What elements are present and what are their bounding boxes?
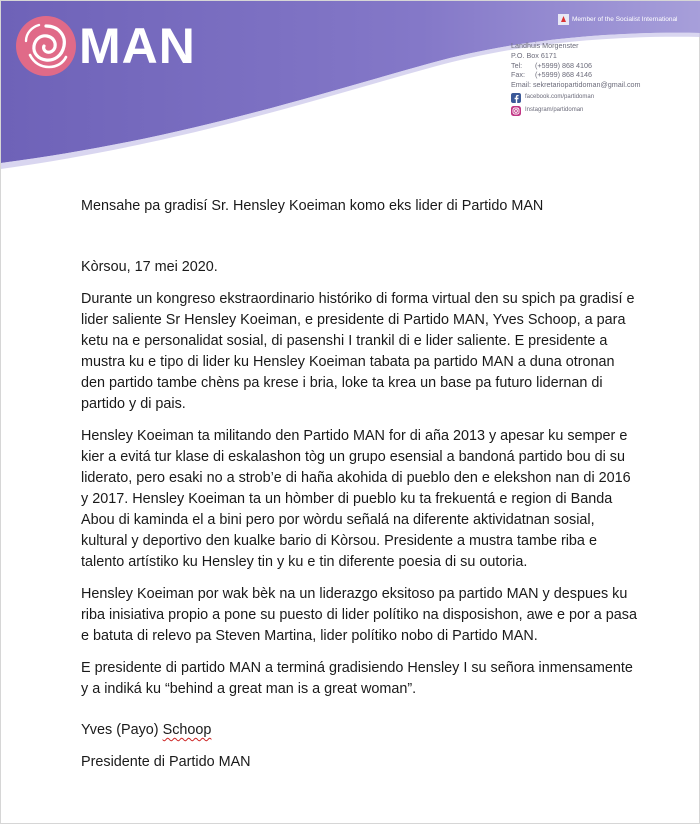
rose-icon [15,15,77,77]
logo-text: MAN [79,18,196,74]
tel-value: (+5999) 868 4106 [535,60,592,70]
fax-label: Fax: [511,70,525,80]
paragraph-1: Durante un kongreso ekstraordinario históriko di forma virtual den su spich pa gradisí e lider saliente Sr Hensley Koeiman, e presidente di Partido MAN, Yves Schoop, a para ketu na e personalidat sosial, di pasenshi I trankil di e lider saliente. E presidente a mustra ku e tipo di lider ku Hensley Koeiman tabata pa partido MAN a duna otronan den partido tambe chèns pa krese i bria, loke ta krea un base pa futuro lidernan di partido y di pais. [81,291,635,412]
instagram-icon [511,106,521,116]
letter-subject: Mensahe pa gradisí Sr. Hensley Koeiman komo eks lider di Partido MAN [81,198,544,214]
instagram-link[interactable] [511,106,641,116]
email-line: Email: sekretariopartidoman@gmail.com [511,80,641,90]
paragraph-2: Hensley Koeiman ta militando den Partido MAN for di aña 2013 y apesar ku semper e kier a evitá tur klase di eskalashon tòg un grupo esensial a bandoná partido bou di su liderato, pero esaki no a strob’e di haña akohida di pueblo den e elekshon nan di 2016 y 2017. Hensley Koeiman ta un hòmber di pueblo ku ta frekuentá e region di Banda Abou di kaminda el a bini pero por wòrdu señalá na diferente aktividatnan sosial, kultural y deportivo den kualke bario di Kòrsou. Presidente a mustra tambe riba e talento artístiko ku Hensley tin y ku e tin diferente poesia di su outoria. [81,428,631,570]
signature-first: Yves (Payo) [81,722,163,738]
affiliation-badge [558,14,678,25]
fax-value: (+5999) 868 4146 [535,70,592,80]
letter-body [81,196,641,773]
fax-row [511,70,641,80]
socialist-international-icon [558,14,569,25]
facebook-link[interactable] [511,93,641,103]
affiliation-text: Member of the Socialist International [572,16,678,23]
paragraph-4: E presidente di partido MAN a terminá gradisiendo Hensley I su señora inmensamente y a indiká ku “behind a great man is a great woman”. [81,660,633,697]
facebook-text: facebook.com/partidoman [525,94,595,101]
tel-row [511,61,641,71]
contact-block [511,41,641,116]
signature-name [81,720,641,741]
tel-label: Tel: [511,60,523,70]
facebook-icon [511,93,521,103]
address-line-1: Landhuis Morgenster [511,41,579,50]
letter-dateline: Kòrsou, 17 mei 2020. [81,259,218,275]
address-line-2: P.O. Box 6171 [511,50,557,60]
signature-last: Schoop [162,722,212,738]
paragraph-3: Hensley Koeiman por wak bèk na un liderazgo eksitoso pa partido MAN y despues ku riba inisiativa propio a pone su puesto di lider polítiko na disposishon, awe e por a pasa e batuta di relevo pa Steven Martina, lider polítiko nobo di Partido MAN. [81,586,637,644]
party-logo [15,15,196,77]
signature-title: Presidente di Partido MAN [81,754,251,770]
instagram-text: Instagram/partidoman [525,107,584,114]
